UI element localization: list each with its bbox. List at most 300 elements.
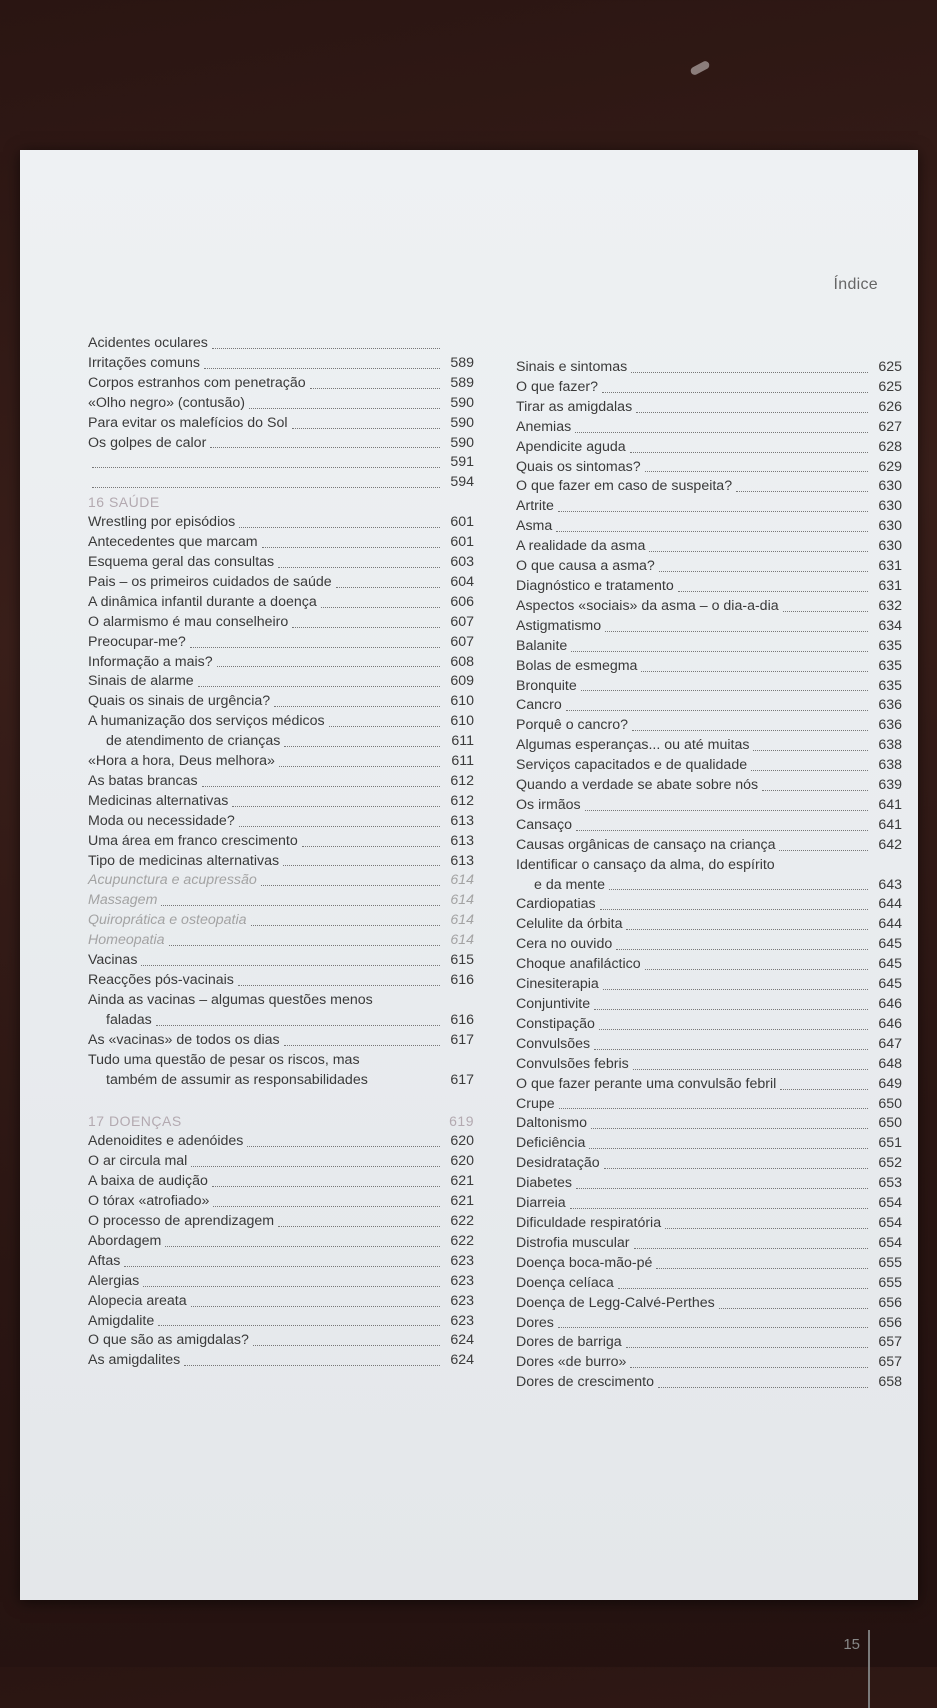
entry-title: O que fazer perante uma convulsão febril xyxy=(516,1075,777,1092)
index-entry xyxy=(88,1152,474,1172)
index-entry xyxy=(88,971,474,991)
dot-leader xyxy=(779,850,868,851)
entry-page-number: 620 xyxy=(450,1133,474,1150)
entry-page-number: 650 xyxy=(878,1115,902,1132)
dot-leader xyxy=(124,1266,440,1267)
dot-leader xyxy=(630,1367,868,1368)
index-entry xyxy=(88,1071,474,1091)
dot-leader xyxy=(604,1168,868,1169)
index-entry xyxy=(516,438,902,458)
entry-page-number: 616 xyxy=(450,972,474,988)
index-entry xyxy=(88,613,474,633)
dot-leader xyxy=(302,846,440,847)
entry-page-number: 612 xyxy=(450,792,474,809)
dot-leader xyxy=(618,1288,868,1289)
dot-leader xyxy=(239,527,440,528)
dot-leader xyxy=(678,591,868,592)
index-entry xyxy=(88,473,474,493)
entry-page-number: 656 xyxy=(878,1314,902,1331)
page-number: 15 xyxy=(843,1636,860,1653)
index-entry xyxy=(88,1051,474,1071)
entry-title: Tipo de medicinas alternativas xyxy=(88,852,280,869)
dot-leader xyxy=(247,1146,440,1147)
entry-page-number: 645 xyxy=(878,976,902,993)
dot-leader xyxy=(559,1108,868,1109)
dot-leader xyxy=(190,647,440,648)
dot-leader xyxy=(558,511,868,512)
index-section-heading xyxy=(88,493,474,513)
entry-title: Wrestling por episódios xyxy=(88,514,236,531)
entry-title: Irritações comuns xyxy=(88,354,200,371)
entry-title: Adenoidites e adenóides xyxy=(88,1133,244,1150)
entry-title: também de assumir as responsabilidades xyxy=(106,1071,368,1088)
entry-page-number: 624 xyxy=(450,1332,474,1349)
entry-title: Ainda as vacinas – algumas questões menos xyxy=(88,991,373,1008)
index-entry xyxy=(516,1353,902,1373)
entry-title: e da mente xyxy=(534,876,605,893)
index-entry xyxy=(88,354,474,374)
dot-leader xyxy=(321,607,440,608)
entry-page-number: 609 xyxy=(450,673,474,690)
entry-page-number: 603 xyxy=(450,553,474,570)
index-entry xyxy=(516,995,902,1015)
dot-leader xyxy=(589,1148,868,1149)
entry-title: Choque anafiláctico xyxy=(516,956,641,973)
entry-title: Uma área em franco crescimento xyxy=(88,832,298,849)
dot-leader xyxy=(143,1286,440,1287)
entry-title: Os irmãos xyxy=(516,796,581,813)
entry-page-number: 590 xyxy=(450,414,474,431)
entry-page-number: 601 xyxy=(450,514,474,531)
dot-leader xyxy=(576,830,868,831)
entry-page-number: 623 xyxy=(450,1292,474,1309)
entry-title: Moda ou necessidade? xyxy=(88,812,235,829)
index-entry xyxy=(516,537,902,557)
entry-title: As «vacinas» de todos os dias xyxy=(88,1031,280,1048)
index-entry xyxy=(88,1011,474,1031)
entry-page-number: 604 xyxy=(450,573,474,590)
dot-leader xyxy=(161,905,440,906)
entry-page-number: 631 xyxy=(878,558,902,575)
entry-page-number: 645 xyxy=(878,956,902,973)
dot-leader xyxy=(210,447,440,448)
index-entry xyxy=(516,975,902,995)
dot-leader xyxy=(249,408,440,409)
entry-title: Daltonismo xyxy=(516,1115,587,1132)
entry-title: Cansaço xyxy=(516,816,572,833)
index-entry xyxy=(88,1312,474,1332)
dot-leader xyxy=(212,348,440,349)
entry-page-number: 589 xyxy=(450,374,474,391)
entry-page-number: 617 xyxy=(450,1071,474,1088)
index-entry xyxy=(88,1132,474,1152)
section-gap xyxy=(88,1090,474,1112)
entry-page-number: 643 xyxy=(878,876,902,893)
entry-page-number: 631 xyxy=(878,577,902,594)
entry-page-number: 641 xyxy=(878,816,902,833)
index-entry xyxy=(516,597,902,617)
entry-page-number: 617 xyxy=(450,1031,474,1048)
dot-leader xyxy=(605,631,868,632)
dot-leader xyxy=(336,587,440,588)
entry-title: Tirar as amigdalas xyxy=(516,398,633,415)
entry-title: Balanite xyxy=(516,637,568,654)
entry-page-number: 636 xyxy=(878,697,902,714)
entry-page-number: 625 xyxy=(878,359,902,375)
index-entry xyxy=(516,955,902,975)
entry-title: As amigdalites xyxy=(88,1352,181,1369)
dot-leader xyxy=(283,865,440,866)
dot-leader xyxy=(284,746,440,747)
dot-leader xyxy=(719,1308,868,1309)
entry-title: «Hora a hora, Deus melhora» xyxy=(88,753,275,770)
entry-title: Cinesiterapia xyxy=(516,976,599,993)
index-entry xyxy=(88,951,474,971)
entry-page-number: 590 xyxy=(450,394,474,411)
page-header-title: Índice xyxy=(833,276,878,293)
index-entry xyxy=(88,732,474,752)
entry-page-number: 630 xyxy=(878,478,902,495)
dot-leader xyxy=(591,1128,868,1129)
index-entry xyxy=(516,1114,902,1134)
entry-page-number: 614 xyxy=(450,932,474,949)
light-glare xyxy=(689,60,710,76)
dot-leader xyxy=(645,969,868,970)
index-entry xyxy=(88,434,474,454)
entry-title: Bronquite xyxy=(516,677,577,694)
dot-leader xyxy=(191,1166,440,1167)
entry-page-number: 652 xyxy=(878,1155,902,1172)
index-entry xyxy=(516,1294,902,1314)
entry-title: Antecedentes que marcam xyxy=(88,534,258,551)
entry-page-number: 629 xyxy=(878,458,902,475)
dot-leader xyxy=(310,388,440,389)
entry-page-number: 646 xyxy=(878,996,902,1012)
index-entry xyxy=(516,1373,902,1393)
index-entry xyxy=(88,553,474,573)
dot-leader xyxy=(261,885,440,886)
index-entry xyxy=(516,1174,902,1194)
entry-page-number: 638 xyxy=(878,737,902,754)
index-entry xyxy=(516,378,902,398)
entry-page-number: 651 xyxy=(878,1135,902,1152)
dot-leader xyxy=(634,1248,868,1249)
dot-leader xyxy=(626,1347,868,1348)
dot-leader xyxy=(649,551,868,552)
entry-title: Tudo uma questão de pesar os riscos, mas xyxy=(88,1051,360,1068)
entry-title: Alopecia areata xyxy=(88,1292,187,1309)
entry-page-number: 654 xyxy=(878,1234,902,1251)
index-entry xyxy=(88,832,474,852)
entry-page-number: 636 xyxy=(878,717,902,734)
index-entry xyxy=(88,752,474,772)
entry-page-number: 625 xyxy=(878,378,902,395)
dot-leader xyxy=(631,372,868,373)
entry-title: Distrofia muscular xyxy=(516,1234,630,1251)
index-entry xyxy=(88,991,474,1011)
dot-leader xyxy=(571,651,868,652)
entry-page-number: 616 xyxy=(450,1011,474,1028)
entry-title: Artrite xyxy=(516,498,554,515)
entry-title: Acidentes oculares xyxy=(88,335,208,351)
dot-leader xyxy=(658,1387,868,1388)
entry-page-number: 606 xyxy=(450,593,474,610)
entry-page-number: 591 xyxy=(450,454,474,471)
entry-title: Aftas xyxy=(88,1252,121,1269)
entry-title: Conjuntivite xyxy=(516,996,591,1012)
entry-title: Para evitar os malefícios do Sol xyxy=(88,414,288,431)
entry-page-number: 590 xyxy=(450,434,474,451)
entry-page-number: 607 xyxy=(450,633,474,650)
dot-leader xyxy=(156,1025,440,1026)
dot-leader xyxy=(274,706,440,707)
entry-title: Asma xyxy=(516,518,553,535)
index-entry xyxy=(88,692,474,712)
entry-title: Preocupar-me? xyxy=(88,633,186,650)
dot-leader xyxy=(626,929,868,930)
index-entry xyxy=(516,1055,902,1075)
entry-page-number: 630 xyxy=(878,538,902,555)
dot-leader xyxy=(191,1306,440,1307)
dot-leader xyxy=(284,1045,440,1046)
index-entry xyxy=(516,677,902,697)
index-entry xyxy=(516,915,902,935)
index-entry xyxy=(88,453,474,473)
entry-title: Acupunctura e acupressão xyxy=(88,872,257,889)
entry-page-number: 630 xyxy=(878,498,902,515)
dot-leader xyxy=(594,1009,868,1010)
index-entry xyxy=(516,1333,902,1353)
entry-page-number: 647 xyxy=(878,1035,902,1052)
entry-page-number: 655 xyxy=(878,1254,902,1271)
entry-title: Medicinas alternativas xyxy=(88,792,229,809)
dot-leader xyxy=(204,368,440,369)
dot-leader xyxy=(329,726,440,727)
index-entry xyxy=(516,1254,902,1274)
dot-leader xyxy=(630,452,868,453)
dot-leader xyxy=(581,690,868,691)
entry-page-number: 612 xyxy=(450,772,474,789)
entry-page-number: 613 xyxy=(450,832,474,849)
entry-page-number: 613 xyxy=(450,852,474,869)
entry-title: A baixa de audição xyxy=(88,1173,208,1190)
index-entry xyxy=(88,1212,474,1232)
entry-title: Dores de crescimento xyxy=(516,1374,654,1391)
dot-leader xyxy=(762,790,868,791)
entry-title: As batas brancas xyxy=(88,772,198,789)
dot-leader xyxy=(656,1268,868,1269)
index-entry xyxy=(88,513,474,533)
entry-page-number: 654 xyxy=(878,1195,902,1212)
entry-page-number: 589 xyxy=(450,354,474,371)
dot-leader xyxy=(292,627,440,628)
dot-leader xyxy=(212,1186,440,1187)
entry-page-number: 594 xyxy=(450,474,474,491)
index-entry xyxy=(516,1015,902,1035)
index-entry xyxy=(88,1272,474,1292)
entry-title: Sinais de alarme xyxy=(88,673,194,690)
dot-leader xyxy=(575,432,868,433)
index-entry xyxy=(516,458,902,478)
dot-leader xyxy=(238,985,440,986)
index-entry xyxy=(88,772,474,792)
index-entry xyxy=(88,931,474,951)
entry-title: Crupe xyxy=(516,1095,555,1112)
entry-page-number: 639 xyxy=(878,777,902,794)
index-entry xyxy=(88,633,474,653)
dot-leader xyxy=(736,491,868,492)
dot-leader xyxy=(158,1325,440,1326)
index-entry xyxy=(516,776,902,796)
entry-title: Corpos estranhos com penetração xyxy=(88,374,306,391)
dot-leader xyxy=(600,909,868,910)
dot-leader xyxy=(636,412,868,413)
index-entry xyxy=(516,1234,902,1254)
index-entry xyxy=(88,1031,474,1051)
entry-title: Diabetes xyxy=(516,1175,572,1192)
entry-page-number: 623 xyxy=(450,1252,474,1269)
dot-leader xyxy=(92,487,440,488)
dot-leader xyxy=(599,1029,868,1030)
entry-title: Esquema geral das consultas xyxy=(88,553,275,570)
index-entry xyxy=(516,1214,902,1234)
entry-title: 16 SAÚDE xyxy=(88,494,160,511)
dot-leader xyxy=(213,1206,440,1207)
index-entry xyxy=(516,756,902,776)
index-entry xyxy=(516,557,902,577)
entry-title: 17 DOENÇAS xyxy=(88,1113,182,1130)
index-entry xyxy=(516,876,902,896)
index-entry xyxy=(88,792,474,812)
index-entry xyxy=(88,1351,474,1371)
dot-leader xyxy=(556,531,868,532)
entry-title: O tórax «atrofiado» xyxy=(88,1193,210,1210)
dot-leader xyxy=(251,925,440,926)
dot-leader xyxy=(609,889,868,890)
entry-title: Dores xyxy=(516,1314,554,1331)
index-entry xyxy=(516,716,902,736)
entry-title: Dores «de burro» xyxy=(516,1354,627,1371)
dot-leader xyxy=(783,611,868,612)
entry-title: Diarreia xyxy=(516,1195,566,1212)
dot-leader xyxy=(239,826,440,827)
index-entry xyxy=(516,477,902,497)
index-entry xyxy=(516,816,902,836)
entry-title: Bolas de esmegma xyxy=(516,657,638,674)
index-entry xyxy=(516,895,902,915)
index-entry xyxy=(88,593,474,613)
entry-page-number: 653 xyxy=(878,1175,902,1192)
entry-page-number: 646 xyxy=(878,1015,902,1032)
entry-title: Doença celíaca xyxy=(516,1274,614,1291)
entry-title: Vacinas xyxy=(88,952,138,969)
entry-title: Quais os sinais de urgência? xyxy=(88,693,271,710)
dot-leader xyxy=(753,750,868,751)
dot-leader xyxy=(165,1246,440,1247)
entry-title: Cera no ouvido xyxy=(516,936,613,953)
entry-page-number: 624 xyxy=(450,1352,474,1369)
index-entry xyxy=(516,637,902,657)
entry-title: Causas orgânicas de cansaço na criança xyxy=(516,836,776,853)
entry-page-number: 621 xyxy=(450,1193,474,1210)
dot-leader xyxy=(641,671,868,672)
dot-leader xyxy=(566,710,868,711)
index-entry xyxy=(88,334,474,354)
entry-title: Porquê o cancro? xyxy=(516,717,628,734)
entry-page-number: 657 xyxy=(878,1334,902,1351)
index-entry xyxy=(88,672,474,692)
index-entry xyxy=(516,418,902,438)
entry-page-number: 635 xyxy=(878,677,902,694)
index-entry xyxy=(88,1232,474,1252)
dot-leader xyxy=(292,428,440,429)
index-column-left xyxy=(88,334,474,1371)
entry-page-number: 656 xyxy=(878,1294,902,1311)
index-entry xyxy=(88,1331,474,1351)
index-entry xyxy=(516,1194,902,1214)
entry-page-number: 630 xyxy=(878,518,902,535)
entry-page-number: 632 xyxy=(878,597,902,614)
index-entry xyxy=(516,358,902,378)
entry-page-number: 621 xyxy=(450,1173,474,1190)
dot-leader xyxy=(645,471,868,472)
entry-page-number: 620 xyxy=(450,1153,474,1170)
entry-title: Identificar o cansaço da alma, do espírito xyxy=(516,856,775,873)
entry-title: Deficiência xyxy=(516,1135,586,1152)
index-entry xyxy=(516,577,902,597)
index-entry xyxy=(88,414,474,434)
index-entry xyxy=(516,856,902,876)
entry-title: A realidade da asma xyxy=(516,538,646,555)
entry-page-number: 649 xyxy=(878,1075,902,1092)
entry-page-number: 608 xyxy=(450,653,474,670)
index-entry xyxy=(516,836,902,856)
entry-page-number: 611 xyxy=(451,753,474,770)
entry-title: «Olho negro» (contusão) xyxy=(88,394,245,411)
index-entry xyxy=(516,617,902,637)
index-entry xyxy=(88,394,474,414)
entry-page-number: 622 xyxy=(450,1232,474,1249)
dot-leader xyxy=(602,392,868,393)
dot-leader xyxy=(262,547,440,548)
entry-title: Dificuldade respiratória xyxy=(516,1214,662,1231)
entry-page-number: 623 xyxy=(450,1312,474,1329)
entry-title: Massagem xyxy=(88,892,158,909)
index-entry xyxy=(516,935,902,955)
entry-page-number: 650 xyxy=(878,1095,902,1112)
entry-title: O que causa a asma? xyxy=(516,558,655,575)
entry-title: Abordagem xyxy=(88,1232,162,1249)
dot-leader xyxy=(570,1208,868,1209)
entry-page-number: 645 xyxy=(878,936,902,953)
index-entry xyxy=(516,696,902,716)
entry-title: Desidratação xyxy=(516,1155,600,1172)
entry-title: A humanização dos serviços médicos xyxy=(88,713,325,730)
index-entry xyxy=(88,871,474,891)
entry-page-number: 642 xyxy=(878,836,902,853)
entry-page-number: 613 xyxy=(450,812,474,829)
entry-page-number: 614 xyxy=(450,912,474,929)
entry-title: Os golpes de calor xyxy=(88,434,207,451)
dot-leader xyxy=(603,989,868,990)
entry-page-number: 635 xyxy=(878,657,902,674)
index-column-right xyxy=(516,358,902,1393)
dot-leader xyxy=(616,949,868,950)
index-entry xyxy=(88,1172,474,1192)
index-entry xyxy=(516,1095,902,1115)
entry-title: O alarmismo é mau conselheiro xyxy=(88,613,289,630)
entry-title: faladas xyxy=(106,1011,152,1028)
